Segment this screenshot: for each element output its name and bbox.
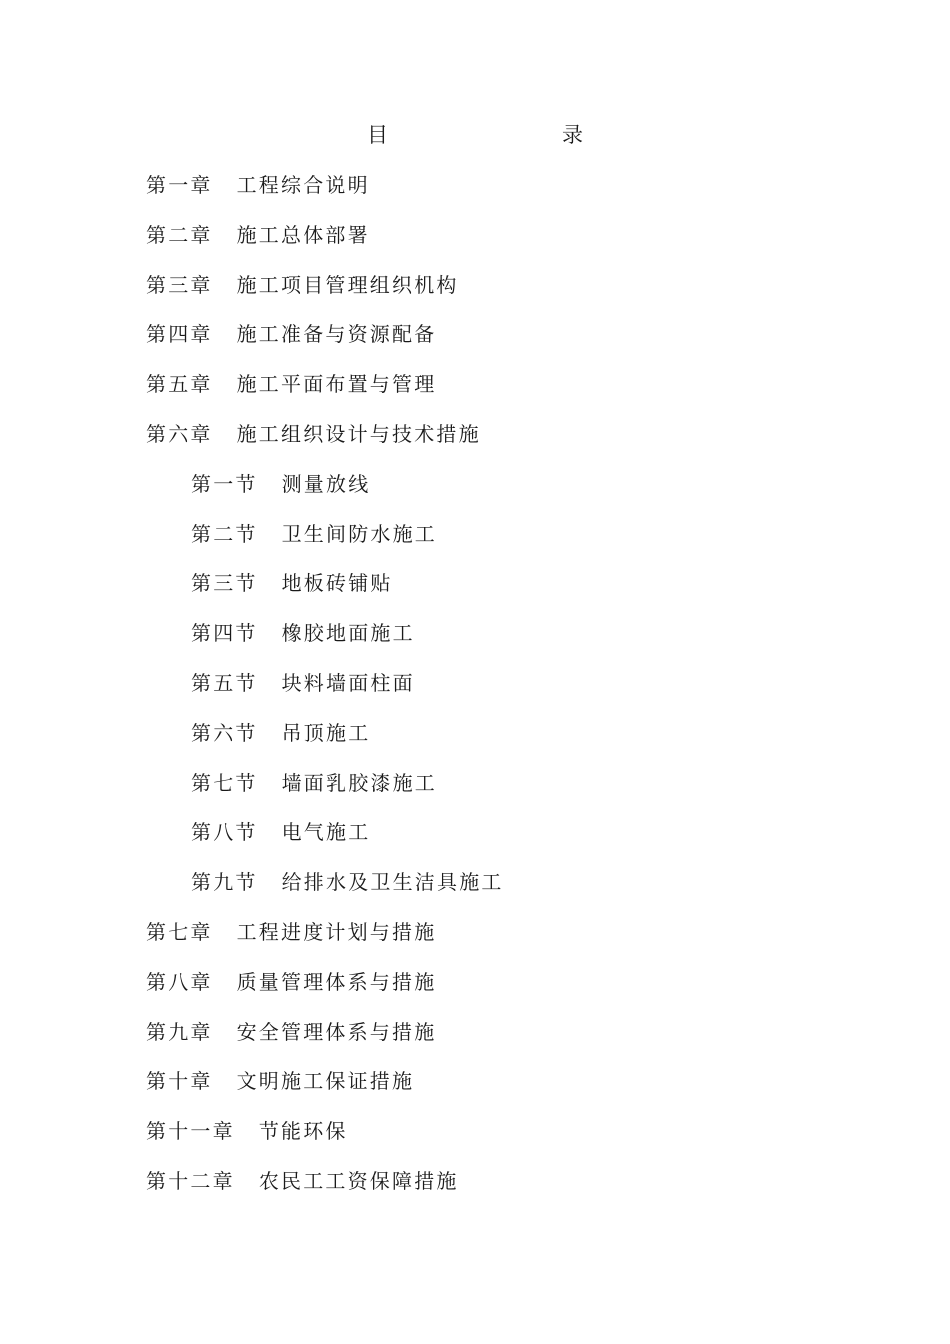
toc-entry-title: 工程进度计划与措施: [236, 919, 437, 944]
toc-entry-title: 节能环保: [258, 1119, 348, 1144]
toc-section-entry: [146, 568, 504, 618]
toc-entry-number: 第八节: [191, 820, 258, 845]
toc-entry-title: 地板砖铺贴: [281, 571, 393, 596]
toc-entry-title: 橡胶地面施工: [281, 621, 415, 646]
toc-chapter-entry: [146, 1116, 504, 1166]
toc-entry-number: 第四节: [191, 621, 258, 646]
toc-entry-title: 测量放线: [281, 471, 371, 496]
toc-section-entry: [146, 668, 504, 718]
toc-section-entry: [146, 817, 504, 867]
toc-chapter-entry: [146, 1017, 504, 1067]
toc-chapter-entry: [146, 1066, 504, 1116]
toc-entry-number: 第十一章: [146, 1119, 235, 1144]
toc-chapter-entry: [146, 369, 504, 419]
toc-entry-title: 质量管理体系与措施: [236, 969, 437, 994]
toc-section-entry: [146, 867, 504, 917]
toc-entry-number: 第二章: [146, 222, 213, 247]
toc-title: 目 录: [367, 123, 627, 147]
toc-entry-title: 电气施工: [281, 820, 371, 845]
toc-entry-number: 第八章: [146, 969, 213, 994]
toc-entry-number: 第五章: [146, 372, 213, 397]
toc-entry-title: 施工组织设计与技术措施: [236, 421, 481, 446]
toc-entry-title: 施工平面布置与管理: [236, 372, 437, 397]
toc-entry-number: 第六节: [191, 720, 258, 745]
toc-chapter-entry: [146, 917, 504, 967]
toc-section-entry: [146, 718, 504, 768]
toc-entry-title: 卫生间防水施工: [281, 521, 438, 546]
toc-entry-number: 第六章: [146, 421, 213, 446]
toc-chapter-entry: [146, 270, 504, 320]
toc-entry-title: 施工准备与资源配备: [236, 322, 437, 347]
toc-entry-title: 给排水及卫生洁具施工: [281, 870, 504, 895]
toc-entry-number: 第三章: [146, 272, 213, 297]
toc-entry-title: 施工总体部署: [236, 222, 370, 247]
toc-chapter-entry: [146, 220, 504, 270]
toc-entry-title: 墙面乳胶漆施工: [281, 770, 438, 795]
toc-chapter-entry: [146, 319, 504, 369]
toc-entry-title: 文明施工保证措施: [236, 1069, 415, 1094]
toc-section-entry: [146, 618, 504, 668]
toc-chapter-entry: [146, 967, 504, 1017]
toc-entry-title: 安全管理体系与措施: [236, 1019, 437, 1044]
toc-entry-title: 施工项目管理组织机构: [236, 272, 459, 297]
toc-entry-number: 第七章: [146, 919, 213, 944]
toc-entry-number: 第十二章: [146, 1168, 235, 1193]
toc-section-entry: [146, 768, 504, 818]
toc-entry-title: 农民工工资保障措施: [258, 1168, 459, 1193]
toc-list: [146, 170, 504, 1216]
toc-entry-number: 第一节: [191, 471, 258, 496]
toc-chapter-entry: [146, 419, 504, 469]
toc-entry-number: 第二节: [191, 521, 258, 546]
toc-section-entry: [146, 469, 504, 519]
toc-entry-number: 第九章: [146, 1019, 213, 1044]
toc-entry-title: 吊顶施工: [281, 720, 371, 745]
toc-entry-number: 第三节: [191, 571, 258, 596]
toc-chapter-entry: [146, 170, 504, 220]
toc-entry-number: 第十章: [146, 1069, 213, 1094]
toc-entry-number: 第一章: [146, 173, 213, 197]
toc-entry-number: 第九节: [191, 870, 258, 895]
toc-entry-number: 第七节: [191, 770, 258, 795]
toc-chapter-entry: [146, 1166, 504, 1216]
toc-entry-number: 第四章: [146, 322, 213, 347]
toc-entry-title: 块料墙面柱面: [281, 670, 415, 695]
toc-entry-title: 工程综合说明: [236, 173, 370, 197]
toc-section-entry: [146, 519, 504, 569]
toc-entry-number: 第五节: [191, 670, 258, 695]
